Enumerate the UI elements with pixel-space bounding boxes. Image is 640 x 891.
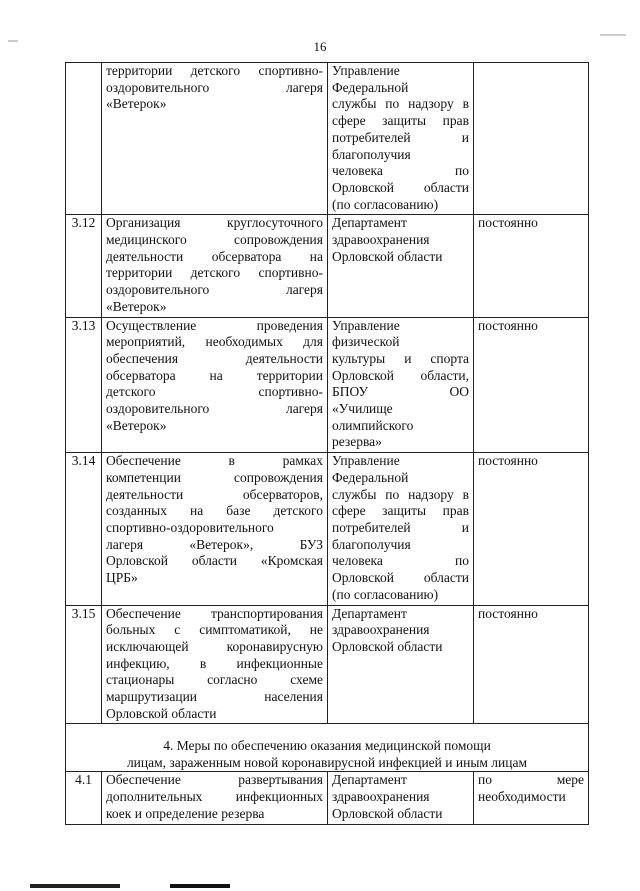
measure-description [102, 317, 328, 453]
cell-line: Орловской области [332, 570, 469, 586]
cell-line: Обеспечение транспортирования [106, 605, 323, 621]
page-number: 16 [313, 39, 327, 54]
section-heading-line: 4. Меры по обеспечению оказания медицинской помощи [163, 738, 491, 754]
measure-description [102, 605, 328, 724]
responsible-executor [328, 605, 474, 724]
cell-line: Орловской области [106, 705, 217, 721]
deadline: постоянно [474, 605, 589, 724]
table-row [66, 605, 589, 724]
cell-line: потребителей и [332, 519, 469, 535]
cell-line: по мере [478, 772, 584, 788]
row-number: 4.1 [66, 772, 102, 824]
cell-line: физической [332, 334, 400, 350]
table-row [66, 317, 589, 453]
row-number: 3.13 [66, 317, 102, 453]
section-row [66, 724, 589, 772]
table-row [66, 772, 589, 824]
responsible-executor [328, 215, 474, 317]
cell-line: медицинского сопровождения [106, 232, 323, 248]
row-number: 3.15 [66, 605, 102, 724]
cell-line: Организация круглосуточного [106, 215, 323, 231]
responsible-executor [328, 453, 474, 605]
cell-line: территории детского спортивно- [106, 63, 323, 78]
scan-bottom-mark [0, 884, 640, 888]
cell-line: Департамент [332, 772, 407, 788]
cell-line: детского спортивно- [106, 384, 323, 400]
cell-line: «Училище [332, 401, 393, 417]
responsible-executor [328, 772, 474, 824]
deadline: постоянно [474, 215, 589, 317]
measures-table-body [66, 63, 589, 825]
cell-line: стационары согласно схеме [106, 672, 323, 688]
table-row [66, 63, 589, 215]
cell-line: Федеральной [332, 79, 409, 95]
cell-line: «Ветерок» [106, 417, 167, 433]
cell-line: ЦРБ» [106, 570, 138, 586]
cell-line: Орловской области [332, 248, 443, 264]
cell-line: резерва» [332, 434, 382, 450]
cell-line: Осуществление проведения [106, 317, 323, 333]
deadline [474, 772, 589, 824]
cell-line: больных с симптоматикой, не [106, 622, 323, 638]
cell-line: инфекцию, в инфекционные [106, 655, 323, 671]
cell-line: здравоохранения [332, 622, 430, 638]
responsible-executor [328, 63, 474, 215]
cell-line: исключающей коронавирусную [106, 638, 323, 654]
cell-line: дополнительных инфекционных [106, 789, 323, 805]
cell-line: благополучия [332, 536, 411, 552]
cell-line: сфере защиты прав [332, 113, 469, 129]
cell-line: оздоровительного лагеря [106, 282, 323, 298]
cell-line: Управление [332, 453, 400, 469]
row-number: 3.14 [66, 453, 102, 605]
cell-line: службы по надзору в [332, 96, 469, 112]
cell-line: Обеспечение в рамках [106, 453, 323, 469]
cell-line: «Ветерок» [106, 96, 167, 112]
cell-line: здравоохранения [332, 232, 430, 248]
cell-line: Федеральной [332, 469, 409, 485]
responsible-executor [328, 317, 474, 453]
cell-line: (по согласованию) [332, 196, 439, 212]
measure-description [102, 772, 328, 824]
cell-line: необходимости [478, 789, 566, 805]
cell-line: Обеспечение развертывания [106, 772, 323, 788]
cell-line: «Ветерок» [106, 298, 167, 314]
cell-line: мероприятий, необходимых для [106, 334, 323, 350]
cell-line: олимпийского [332, 417, 414, 433]
deadline: постоянно [474, 317, 589, 453]
cell-line: Орловской области, [332, 367, 469, 383]
measure-description [102, 215, 328, 317]
cell-line: Орловской области «Кромская [106, 553, 323, 569]
cell-line: деятельности обсерваторов, [106, 486, 323, 502]
measure-description [102, 453, 328, 605]
cell-line: (по согласованию) [332, 586, 439, 602]
row-number [66, 63, 102, 215]
cell-line: здравоохранения [332, 789, 430, 805]
cell-line: Орловской области [332, 805, 443, 821]
cell-line: благополучия [332, 146, 411, 162]
deadline [474, 63, 589, 215]
cell-line: потребителей и [332, 129, 469, 145]
measures-table [65, 62, 589, 825]
scan-edge-mark [600, 34, 626, 36]
cell-line: обеспечения деятельности [106, 350, 323, 366]
cell-line: Управление [332, 63, 400, 78]
cell-line: территории детского спортивно- [106, 265, 323, 281]
deadline: постоянно [474, 453, 589, 605]
cell-line: маршрутизации населения [106, 689, 323, 705]
cell-line: созданных на базе детского [106, 503, 323, 519]
cell-line: сфере защиты прав [332, 503, 469, 519]
cell-line: Департамент [332, 215, 407, 231]
section-heading [66, 724, 589, 772]
cell-line: спортивно-оздоровительного [106, 519, 274, 535]
cell-line: Орловской области [332, 179, 469, 195]
cell-line: человека по [332, 553, 469, 569]
cell-line: коек и определение резерва [106, 805, 265, 821]
cell-line: Управление [332, 317, 400, 333]
row-number: 3.12 [66, 215, 102, 317]
cell-line: культуры и спорта [332, 350, 469, 366]
table-row [66, 453, 589, 605]
measure-description [102, 63, 328, 215]
cell-line: Департамент [332, 605, 407, 621]
cell-line: службы по надзору в [332, 486, 469, 502]
section-heading-line: лицам, зараженным новой коронавирусной инфекцией и иным лицам [126, 754, 528, 770]
cell-line: лагеря «Ветерок», БУЗ [106, 536, 323, 552]
table-row [66, 215, 589, 317]
cell-line: компетенции сопровождения [106, 469, 323, 485]
cell-line: Орловской области [332, 638, 443, 654]
cell-line: оздоровительного лагеря [106, 79, 323, 95]
cell-line: обсерватора на территории [106, 367, 323, 383]
cell-line: БПОУ ОО [332, 384, 469, 400]
cell-line: оздоровительного лагеря [106, 401, 323, 417]
cell-line: человека по [332, 163, 469, 179]
cell-line: деятельности обсерватора на [106, 248, 323, 264]
